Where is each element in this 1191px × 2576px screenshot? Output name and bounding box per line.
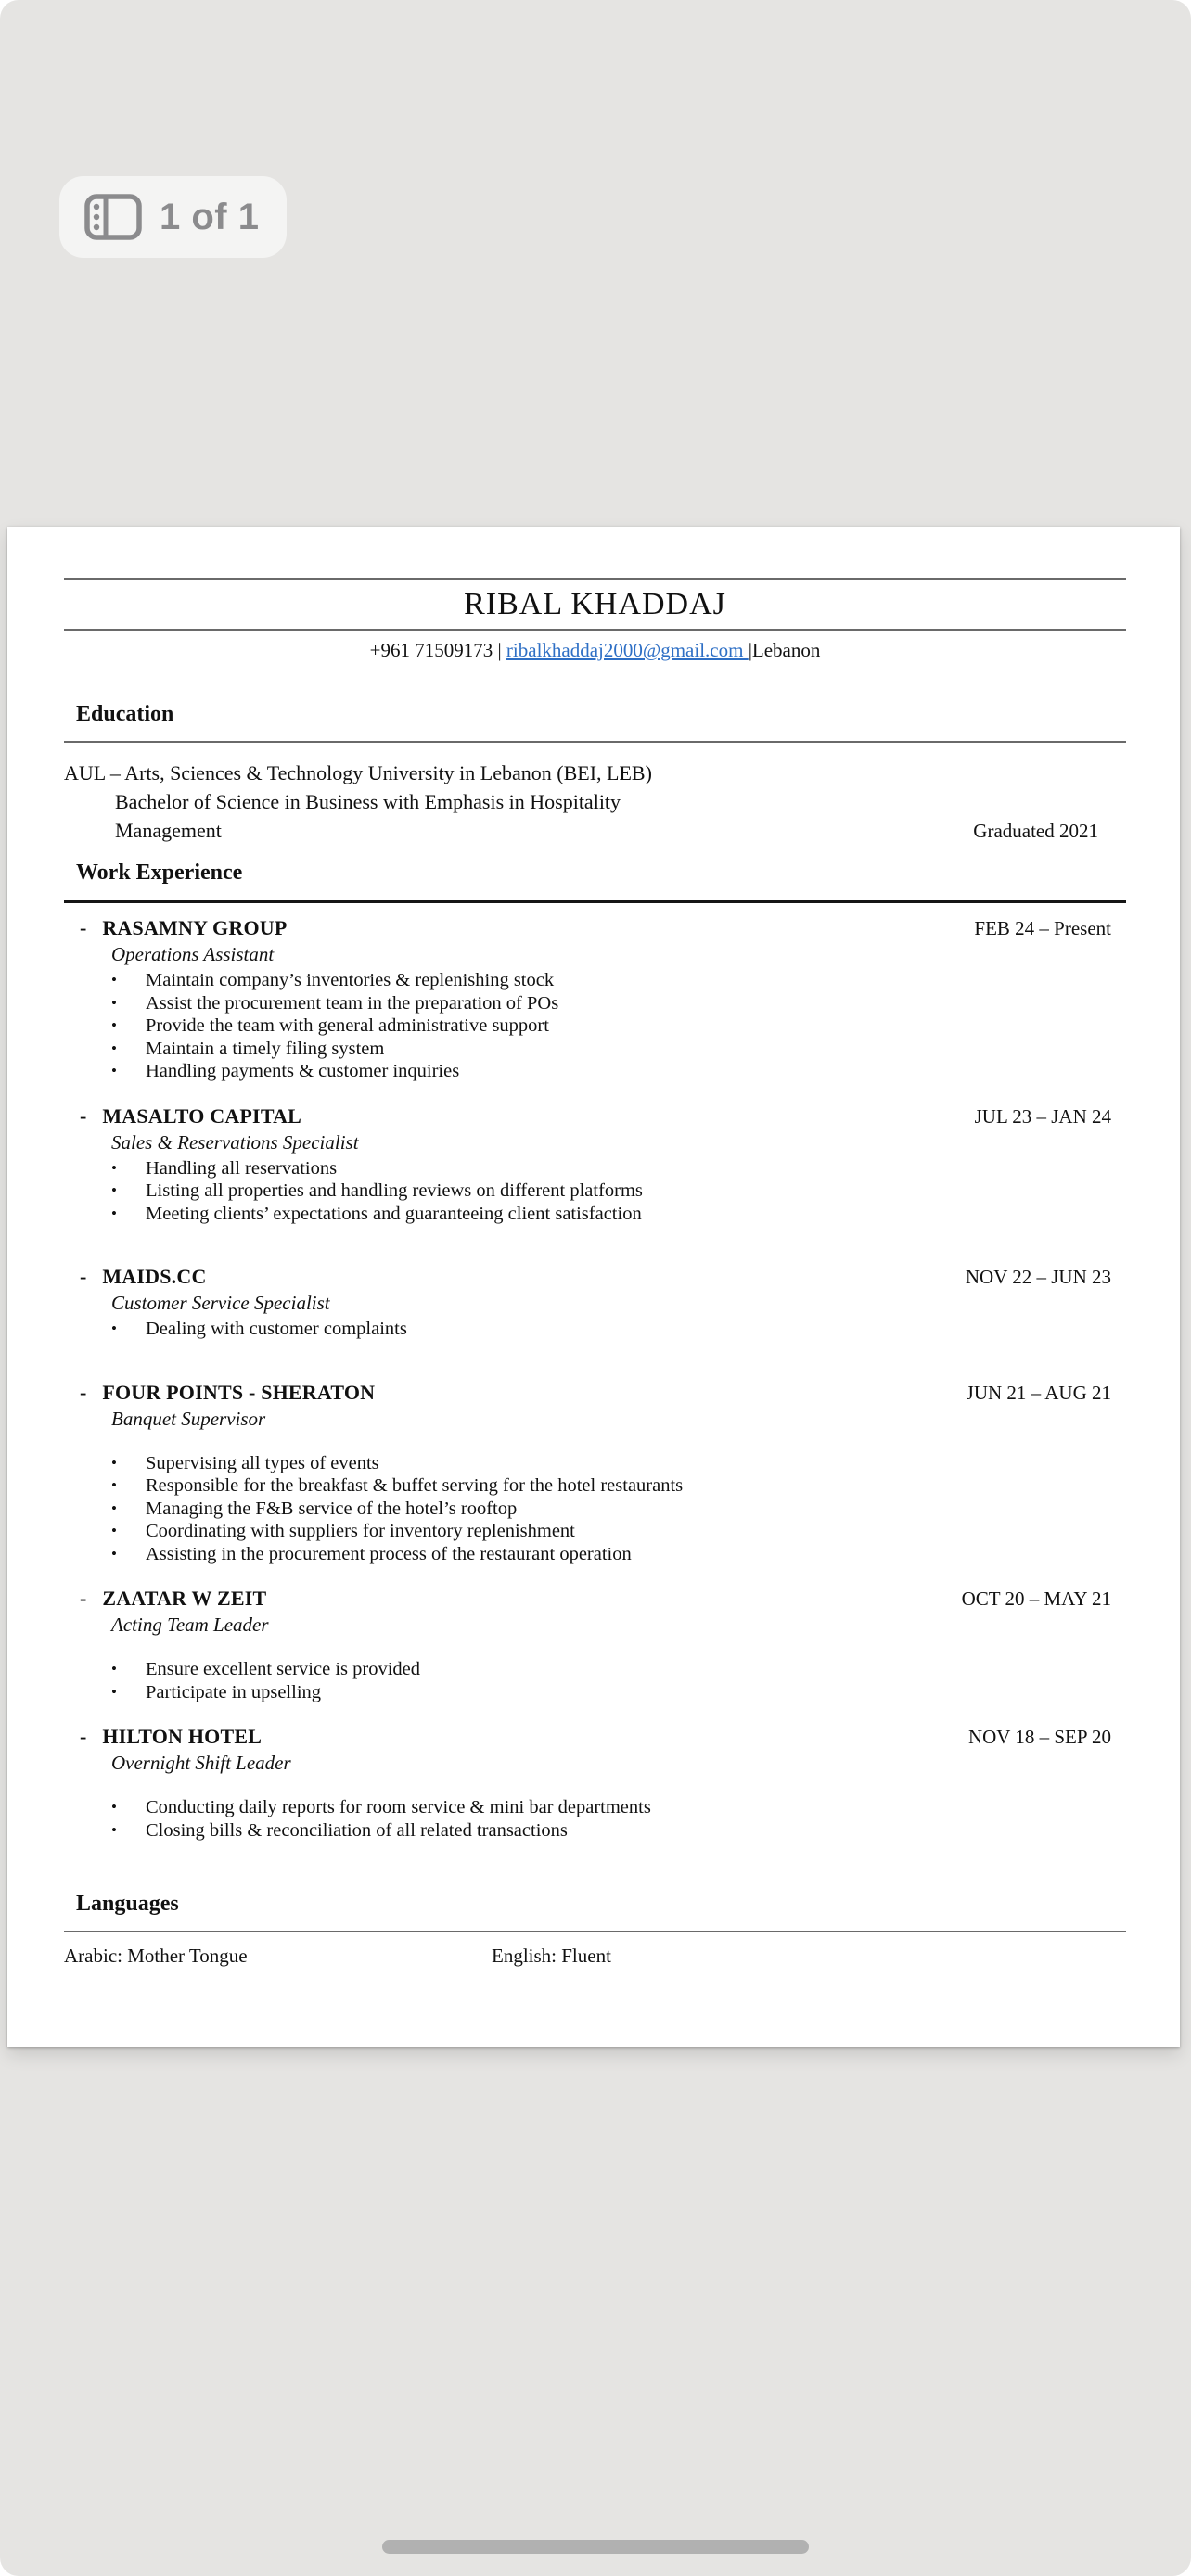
bullet-text: Coordinating with suppliers for inventory replenishment	[146, 1521, 575, 1541]
education-heading: Education	[76, 702, 174, 726]
work-entry-head	[64, 1380, 1126, 1406]
bullet-text: Provide the team with general administrative support	[146, 1015, 549, 1036]
bullet-glyph: •	[111, 1820, 117, 1839]
work-entries	[64, 915, 1126, 1842]
entry-dash-glyph: -	[80, 1380, 87, 1404]
graduation-date: Graduated 2021	[973, 820, 1098, 842]
bullet-text: Handling payments & customer inquiries	[146, 1061, 460, 1081]
education-degree-line2: Management	[115, 819, 222, 842]
bullet-text: Listing all properties and handling reviews on different platforms	[146, 1180, 643, 1201]
bullet-item	[111, 1498, 1126, 1521]
work-entry	[64, 1264, 1126, 1341]
bullet-glyph: •	[111, 1476, 117, 1494]
bullet-list	[111, 1318, 1126, 1341]
bullet-text: Responsible for the breakfast & buffet serving for the hotel restaurants	[146, 1475, 684, 1496]
document-title: RIBAL KHADDAJ	[464, 587, 726, 621]
bullet-glyph: •	[111, 1158, 117, 1177]
languages-rule	[64, 1931, 1126, 1932]
education-block	[64, 759, 1126, 846]
bullet-item	[111, 992, 1126, 1015]
languages-heading: Languages	[76, 1892, 179, 1916]
bullet-glyph: •	[111, 1016, 117, 1034]
work-entry-head	[64, 1264, 1126, 1290]
entry-dash-glyph: -	[80, 916, 87, 939]
bullet-glyph: •	[111, 1660, 117, 1677]
work-experience-rule	[64, 900, 1126, 903]
job-title: Acting Team Leader	[111, 1613, 269, 1636]
bullet-text: Assisting in the procurement process of the restaurant operation	[146, 1543, 632, 1564]
language-item: Arabic: Mother Tongue	[64, 1945, 248, 1967]
bullet-list	[111, 1658, 1126, 1703]
bullet-glyph: •	[111, 971, 117, 988]
languages-row	[64, 1944, 1126, 1968]
contact-line	[64, 639, 1126, 662]
bullet-text: Closing bills & reconciliation of all related transactions	[146, 1819, 568, 1841]
company-name: MAIDS.CC	[102, 1265, 207, 1288]
bullet-glyph: •	[111, 1498, 117, 1517]
bullet-text: Maintain a timely filing system	[146, 1038, 385, 1059]
job-title: Customer Service Specialist	[111, 1292, 330, 1314]
contact-separator: |	[493, 639, 506, 661]
job-title: Sales & Reservations Specialist	[111, 1130, 359, 1154]
work-entry	[64, 1103, 1126, 1226]
bullet-item	[111, 1681, 1126, 1704]
bullet-item	[111, 1014, 1126, 1038]
location-text: |Lebanon	[748, 639, 821, 661]
header-rule-bottom	[64, 629, 1126, 631]
work-entry	[64, 1380, 1126, 1566]
bullet-item	[111, 1543, 1126, 1566]
bullet-item	[111, 969, 1126, 992]
bullet-item	[111, 1658, 1126, 1681]
bullet-glyph: •	[111, 1039, 117, 1057]
work-entry	[64, 915, 1126, 1083]
phone-number: +961 71509173	[369, 639, 493, 661]
work-experience-heading: Work Experience	[76, 861, 243, 885]
bullet-item	[111, 1796, 1126, 1819]
bullet-glyph: •	[111, 1798, 117, 1816]
bullet-item	[111, 1157, 1126, 1180]
bullet-text: Participate in upselling	[146, 1681, 322, 1702]
job-title: Banquet Supervisor	[111, 1407, 266, 1430]
bullet-glyph: •	[111, 1062, 117, 1079]
bullet-glyph: •	[111, 1204, 117, 1222]
education-rule	[64, 741, 1126, 743]
work-entry	[64, 1724, 1126, 1842]
company-name: RASAMNY GROUP	[102, 916, 288, 939]
bullet-text: Supervising all types of events	[146, 1452, 379, 1473]
education-degree-line1: Bachelor of Science in Business with Emphasis in Hospitality	[115, 790, 621, 813]
entry-dates: NOV 22 – JUN 23	[965, 1266, 1111, 1288]
job-title: Overnight Shift Leader	[111, 1752, 291, 1774]
bullet-item	[111, 1520, 1126, 1543]
document-page[interactable]	[7, 527, 1180, 2047]
bullet-item	[111, 1180, 1126, 1203]
bullet-list	[111, 1796, 1126, 1842]
bullet-list	[111, 969, 1126, 1083]
entry-dates: FEB 24 – Present	[974, 917, 1111, 939]
entry-dash-glyph: -	[80, 1265, 87, 1288]
bullet-list	[111, 1157, 1126, 1226]
bullet-text: Managing the F&B service of the hotel’s rooftop	[146, 1498, 518, 1519]
education-school: AUL – Arts, Sciences & Technology University in Lebanon (BEI, LEB)	[64, 761, 652, 784]
bullet-item	[111, 1452, 1126, 1475]
bullet-item	[111, 1318, 1126, 1341]
work-entry-head	[64, 1724, 1126, 1750]
work-entry-head	[64, 1586, 1126, 1612]
company-name: ZAATAR W ZEIT	[102, 1587, 267, 1610]
bullet-glyph: •	[111, 1453, 117, 1472]
bullet-list	[111, 1452, 1126, 1566]
company-name: HILTON HOTEL	[102, 1725, 263, 1748]
bullet-glyph: •	[111, 1320, 117, 1337]
entry-dates: JUL 23 – JAN 24	[974, 1104, 1111, 1128]
email-link[interactable]: ribalkhaddaj2000@gmail.com	[506, 639, 749, 661]
bullet-text: Meeting clients’ expectations and guaranteeing client satisfaction	[146, 1203, 642, 1224]
bullet-text: Conducting daily reports for room service & mini bar departments	[146, 1797, 651, 1817]
work-entry	[64, 1586, 1126, 1703]
bullet-item	[111, 1060, 1126, 1083]
bullet-glyph: •	[111, 1544, 117, 1562]
bullet-text: Handling all reservations	[146, 1157, 338, 1179]
bullet-text: Dealing with customer complaints	[146, 1319, 407, 1339]
entry-dates: NOV 18 – SEP 20	[967, 1726, 1111, 1748]
bullet-text: Assist the procurement team in the preparation of POs	[146, 992, 559, 1014]
bullet-text: Ensure excellent service is provided	[146, 1659, 420, 1679]
entry-dash-glyph: -	[80, 1587, 87, 1610]
company-name: FOUR POINTS - SHERATON	[102, 1380, 376, 1404]
entry-dates: JUN 21 – AUG 21	[966, 1381, 1111, 1404]
language-item: English: Fluent	[492, 1945, 611, 1967]
bullet-glyph: •	[111, 1682, 117, 1701]
bullet-text: Maintain company’s inventories & replenishing stock	[146, 970, 555, 990]
bullet-item	[111, 1819, 1126, 1843]
page-indicator-label: 1 of 1	[160, 196, 260, 237]
bullet-glyph: •	[111, 1522, 117, 1539]
entry-dates: OCT 20 – MAY 21	[961, 1588, 1111, 1610]
work-entry-head	[64, 1103, 1126, 1129]
bullet-item	[111, 1474, 1126, 1498]
bullet-item	[111, 1203, 1126, 1226]
home-indicator[interactable]	[382, 2540, 809, 2554]
bullet-glyph: •	[111, 1181, 117, 1199]
thumbnails-sidebar-icon	[83, 193, 143, 241]
entry-dash-glyph: -	[80, 1725, 87, 1748]
job-title: Operations Assistant	[111, 943, 275, 965]
bullet-item	[111, 1038, 1126, 1061]
bullet-glyph: •	[111, 993, 117, 1012]
page-count-pill[interactable]	[59, 176, 287, 258]
company-name: MASALTO CAPITAL	[102, 1103, 302, 1128]
work-entry-head	[64, 915, 1126, 941]
entry-dash-glyph: -	[80, 1103, 87, 1128]
